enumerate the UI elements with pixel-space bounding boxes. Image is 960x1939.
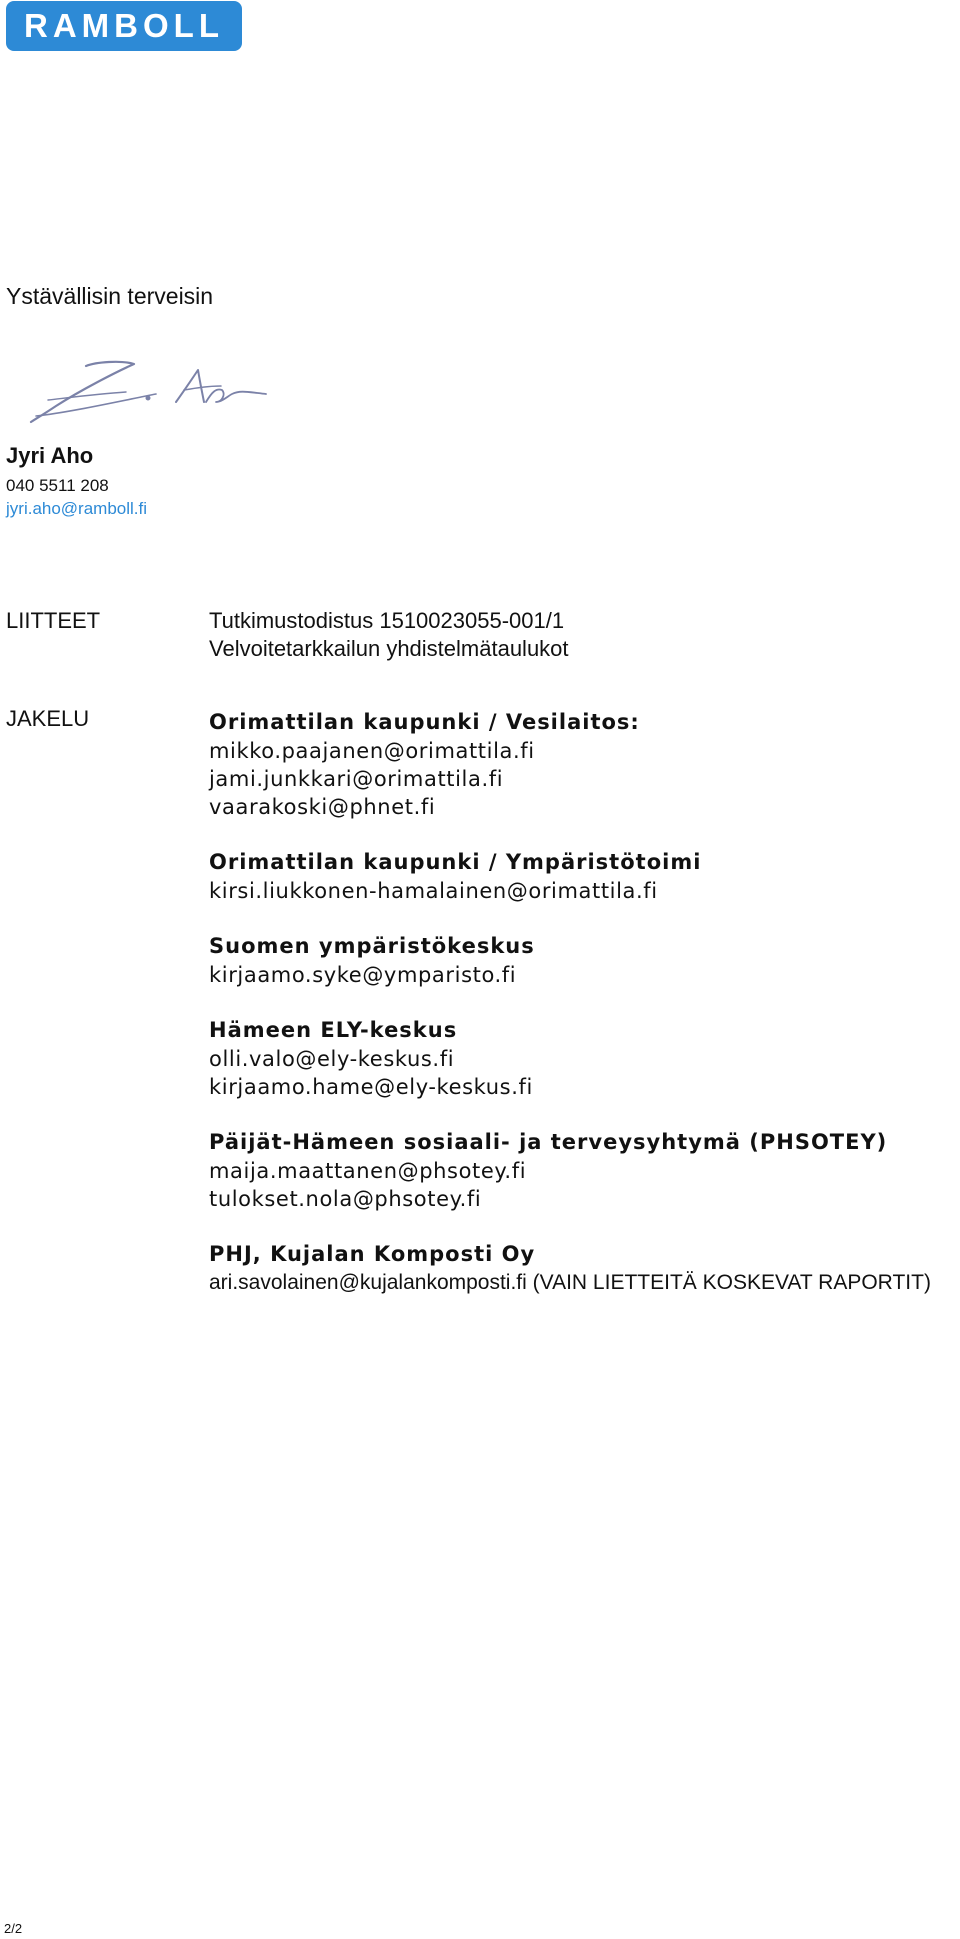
distribution-group [209,847,954,905]
distribution-group [209,1015,954,1101]
recipient-email[interactable]: mikko.paajanen@orimattila.fi [209,739,535,763]
distribution-group-title: Orimattilan kaupunki / Ympäristötoimi [209,850,702,874]
distribution-group-title: Hämeen ELY-keskus [209,1018,458,1042]
ramboll-logo [6,1,242,51]
recipient-email[interactable]: kirjaamo.hame@ely-keskus.fi [209,1075,533,1099]
recipient-email[interactable]: kirjaamo.syke@ymparisto.fi [209,963,517,987]
distribution-group-title: Päijät-Hämeen sosiaali- ja terveysyhtymä (PHSOTEY) [209,1130,888,1154]
distribution-group [209,1239,954,1297]
recipient-email[interactable]: kirsi.liukkonen-hamalainen@orimattila.fi [209,879,658,903]
distribution-group [209,1127,954,1213]
attachment-item: Tutkimustodistus 1510023055-001/1 [209,608,565,633]
recipient-email[interactable]: jami.junkkari@orimattila.fi [209,767,504,791]
distribution-group-title: PHJ, Kujalan Komposti Oy [209,1242,536,1266]
distribution-group-title: Orimattilan kaupunki / Vesilaitos: [209,710,640,734]
signer-email[interactable]: jyri.aho@ramboll.fi [6,499,148,518]
logo-text: RAMBOLL [24,7,224,44]
greeting: Ystävällisin terveisin [6,283,214,309]
distribution-list [209,707,954,1323]
page-number: 2/2 [4,1921,23,1936]
signer-name: Jyri Aho [6,443,94,468]
recipient-email[interactable]: tulokset.nola@phsotey.fi [209,1187,482,1211]
distribution-group [209,931,954,989]
recipient-email[interactable]: olli.valo@ely-keskus.fi [209,1047,455,1071]
distribution-group [209,707,954,821]
signer-phone: 040 5511 208 [6,476,109,495]
attachments-label: LIITTEET [6,608,101,633]
distribution-label: JAKELU [6,706,90,731]
signature-image [26,358,271,428]
attachment-item: Velvoitetarkkailun yhdistelmätaulukot [209,636,569,661]
recipient-email[interactable]: maija.maattanen@phsotey.fi [209,1159,527,1183]
recipient-email[interactable]: vaarakoski@phnet.fi [209,795,436,819]
recipient-email[interactable]: ari.savolainen@kujalankomposti.fi (VAIN LIETTEITÄ KOSKEVAT RAPORTIT) [209,1271,931,1294]
distribution-group-title: Suomen ympäristökeskus [209,934,535,958]
